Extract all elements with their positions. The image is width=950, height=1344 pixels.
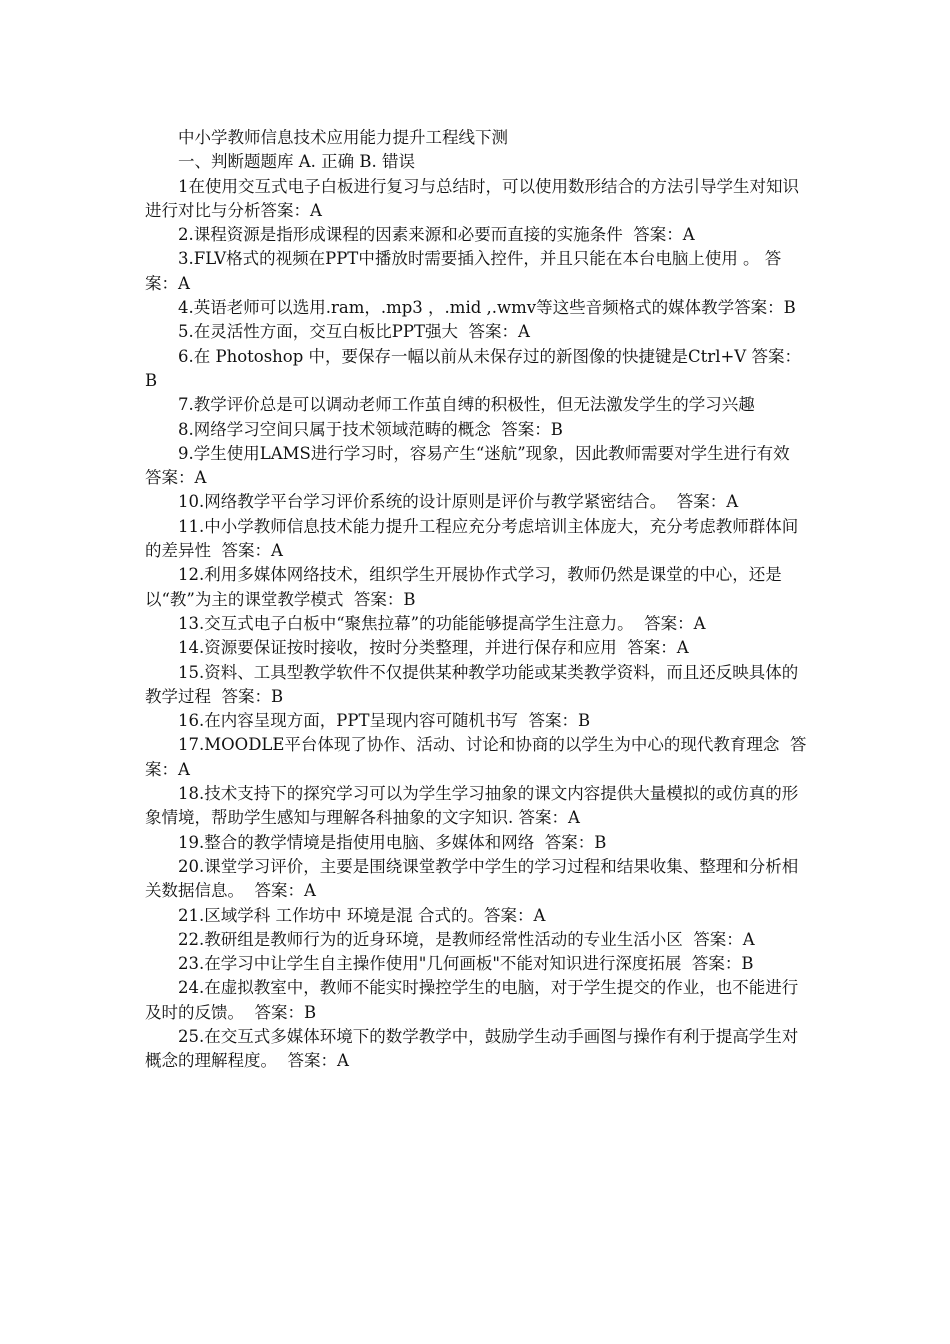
question-item: 10.网络教学平台学习评价系统的设计原则是评价与教学紧密结合。 答案：A (178, 492, 739, 512)
question-item: 17.MOODLE平台体现了协作、活动、讨论和协商的以学生为中心的现代教育理念 答案：A (145, 735, 807, 779)
question-item: 19.整合的教学情境是指使用电脑、多媒体和网络 答案：B (178, 832, 607, 852)
question-item: 13.交互式电子白板中“聚焦拉幕”的功能能够提高学生注意力。 答案：A (178, 613, 706, 633)
document-page (145, 126, 810, 1074)
question-item: 20.课堂学习评价，主要是围绕课堂教学中学生的学习过程和结果收集、整理和分析相关数据信息。 答案：A (145, 856, 799, 901)
question-item: 14.资源要保证按时接收，按时分类整理，并进行保存和应用 答案：A (178, 638, 689, 658)
question-item: 4.英语老师可以选用.ram，.mp3 ，.mid ,.wmv等这些音频格式的媒体教学答案：B (178, 298, 796, 318)
question-item: 23.在学习中让学生自主操作使用"几何画板"不能对知识进行深度拓展 答案：B (178, 954, 754, 974)
section-heading: 一、判断题题库 A. 正确 B. 错误 (178, 152, 416, 172)
question-item: 12.利用多媒体网络技术，组织学生开展协作式学习，教师仍然是课堂的中心，还是以“教”为主的课堂教学模式 答案：B (145, 565, 782, 609)
question-item: 6.在 Photoshop 中，要保存一幅以前从未保存过的新图像的快捷键是Ctrl+V 答案：B (145, 346, 801, 390)
question-item: 7.教学评价总是可以调动老师工作茧自缚的积极性，但无法激发学生的学习兴趣 (178, 395, 755, 415)
question-item: 3.FLV格式的视频在PPT中播放时需要插入控件，并且只能在本台电脑上使用 。 答案：A (145, 249, 782, 293)
question-item: 11.中小学教师信息技术能力提升工程应充分考虑培训主体庞大，充分考虑教师群体间的差异性 答案：A (145, 516, 799, 561)
question-item: 18.技术支持下的探究学习可以为学生学习抽象的课文内容提供大量模拟的或仿真的形象情境，帮助学生感知与理解各科抽象的文字知识. 答案：A (145, 784, 799, 828)
question-item: 8.网络学习空间只属于技术领域范畴的概念 答案：B (178, 419, 563, 439)
question-item: 5.在灵活性方面，交互白板比PPT强大 答案：A (178, 322, 530, 342)
question-item: 21.区域学科 工作坊中 环境是混 合式的。答案：A (178, 905, 546, 925)
question-item: 24.在虚拟教室中，教师不能实时操控学生的电脑，对于学生提交的作业，也不能进行及时的反馈。 答案：B (145, 978, 799, 1022)
question-item: 2.课程资源是指形成课程的因素来源和必要而直接的实施条件 答案：A (178, 225, 695, 245)
question-item: 1在使用交互式电子白板进行复习与总结时，可以使用数形结合的方法引导学生对知识进行对比与分析答案：A (145, 176, 799, 220)
question-item: 15.资料、工具型教学软件不仅提供某种教学功能或某类教学资料，而且还反映具体的教学过程 答案：B (145, 662, 799, 706)
question-item: 25.在交互式多媒体环境下的数学教学中，鼓励学生动手画图与操作有利于提高学生对概念的理解程度。 答案：A (145, 1026, 799, 1071)
question-item: 16.在内容呈现方面，PPT呈现内容可随机书写 答案：B (178, 711, 591, 731)
question-item: 22.教研组是教师行为的近身环境，是教师经常性活动的专业生活小区 答案：A (178, 929, 755, 949)
question-item: 9.学生使用LAMS进行学习时，容易产生“迷航”现象，因此教师需要对学生进行有效 答案：A (145, 443, 801, 488)
document-title: 中小学教师信息技术应用能力提升工程线下测 (178, 128, 508, 147)
